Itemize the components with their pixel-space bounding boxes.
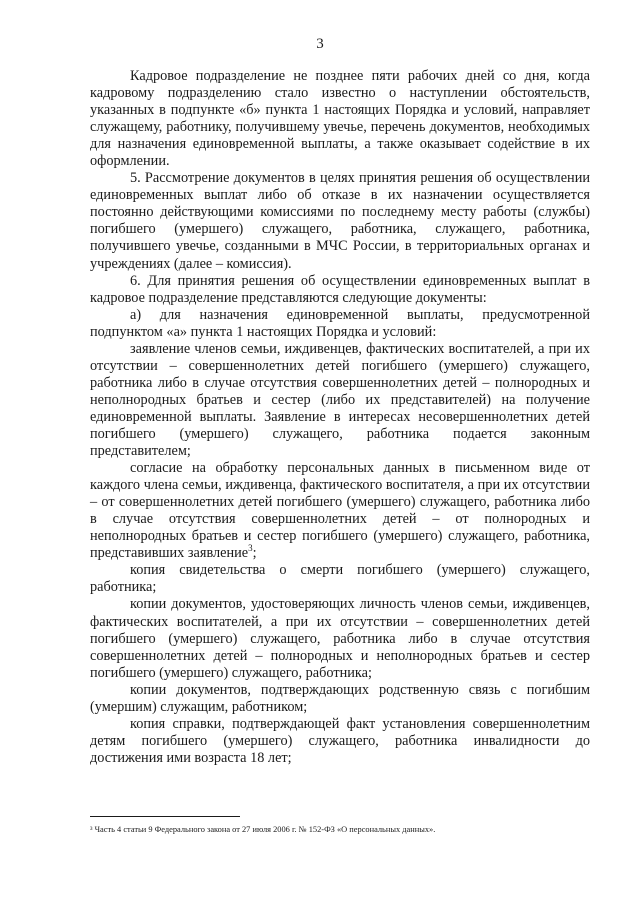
footnote-divider (90, 816, 240, 817)
document-body (90, 68, 590, 767)
list-item-consent (90, 460, 590, 562)
list-item-death-certificate: копия свидетельства о смерти погибшего (умершего) служащего, работника; (90, 562, 590, 596)
list-item-disability-certificate: копия справки, подтверждающей факт установления совершеннолетним детям погибшего (умершего) служащего, работника инвалидности до достижения ими возраста 18 лет; (90, 715, 590, 766)
page-number: 3 (316, 36, 324, 52)
paragraph-6a: а) для назначения единовременной выплаты, предусмотренной подпунктом «а» пункта 1 настоящих Порядка и условий: (90, 306, 590, 340)
paragraph-5-review: 5. Рассмотрение документов в целях принятия решения об осуществлении единовременных выплат либо об отказе в их назначении осуществляется постоянно действующими комиссиями по последнему месту работы (службы) погибшего (умершего) служащего, работника, служащего, работника, получившего увечье, созданными в МЧС России, в территориальных органах и учреждениях (далее – комиссия). (90, 170, 590, 272)
list-item-application: заявление членов семьи, иждивенцев, фактических воспитателей, а при их отсутствии – совершеннолетних детей погибшего (умершего) служащего, работника либо в случае отсутствия совершеннолетних детей – полнородных и неполнородных братьев и сестер (либо их представителей) на получение единовременной выплаты. Заявление в интересах несовершеннолетних детей погибшего (умершего) служащего, работника подается законным представителем; (90, 340, 590, 460)
footnote-text: ³ Часть 4 статьи 9 Федерального закона от 27 июля 2006 г. № 152-ФЗ «О персональных данных». (90, 825, 436, 834)
consent-text: согласие на обработку персональных данных в письменном виде от каждого члена семьи, иждивенца, фактического воспитателя, а при их отсутствии – от совершеннолетних детей погибшего (умершего) служащего, работника либо в случае отсутствия совершеннолетних детей – от полнородных и неполнородных братьев и сестер погибшего (умершего) служащего, работника, представивших заявление (90, 460, 590, 562)
footnote-reference: 3 (248, 543, 253, 554)
paragraph-hr-notice: Кадровое подразделение не позднее пяти рабочих дней со дня, когда кадровому подразделению стало известно о наступлении обстоятельств, указанных в подпункте «б» пункта 1 настоящих Порядка и условий, направляет служащему, работнику, получившему увечье, перечень документов, необходимых для назначения единовременной выплаты, а также оказывает содействие в их оформлении. (90, 68, 590, 170)
consent-tail: ; (252, 545, 257, 562)
list-item-identity-documents: копии документов, удостоверяющих личность членов семьи, иждивенцев, фактических воспитателей, а при их отсутствии – совершеннолетних детей погибшего (умершего) служащего, работника либо в случае отсутствия совершеннолетних детей – полнородных и неполнородных братьев и сестер погибшего (умершего) служащего, работника; (90, 596, 590, 681)
paragraph-6-documents: 6. Для принятия решения об осуществлении единовременных выплат в кадровое подразделение представляются следующие документы: (90, 272, 590, 306)
list-item-kinship-documents: копии документов, подтверждающих родственную связь с погибшим (умершим) служащим, работником; (90, 681, 590, 715)
